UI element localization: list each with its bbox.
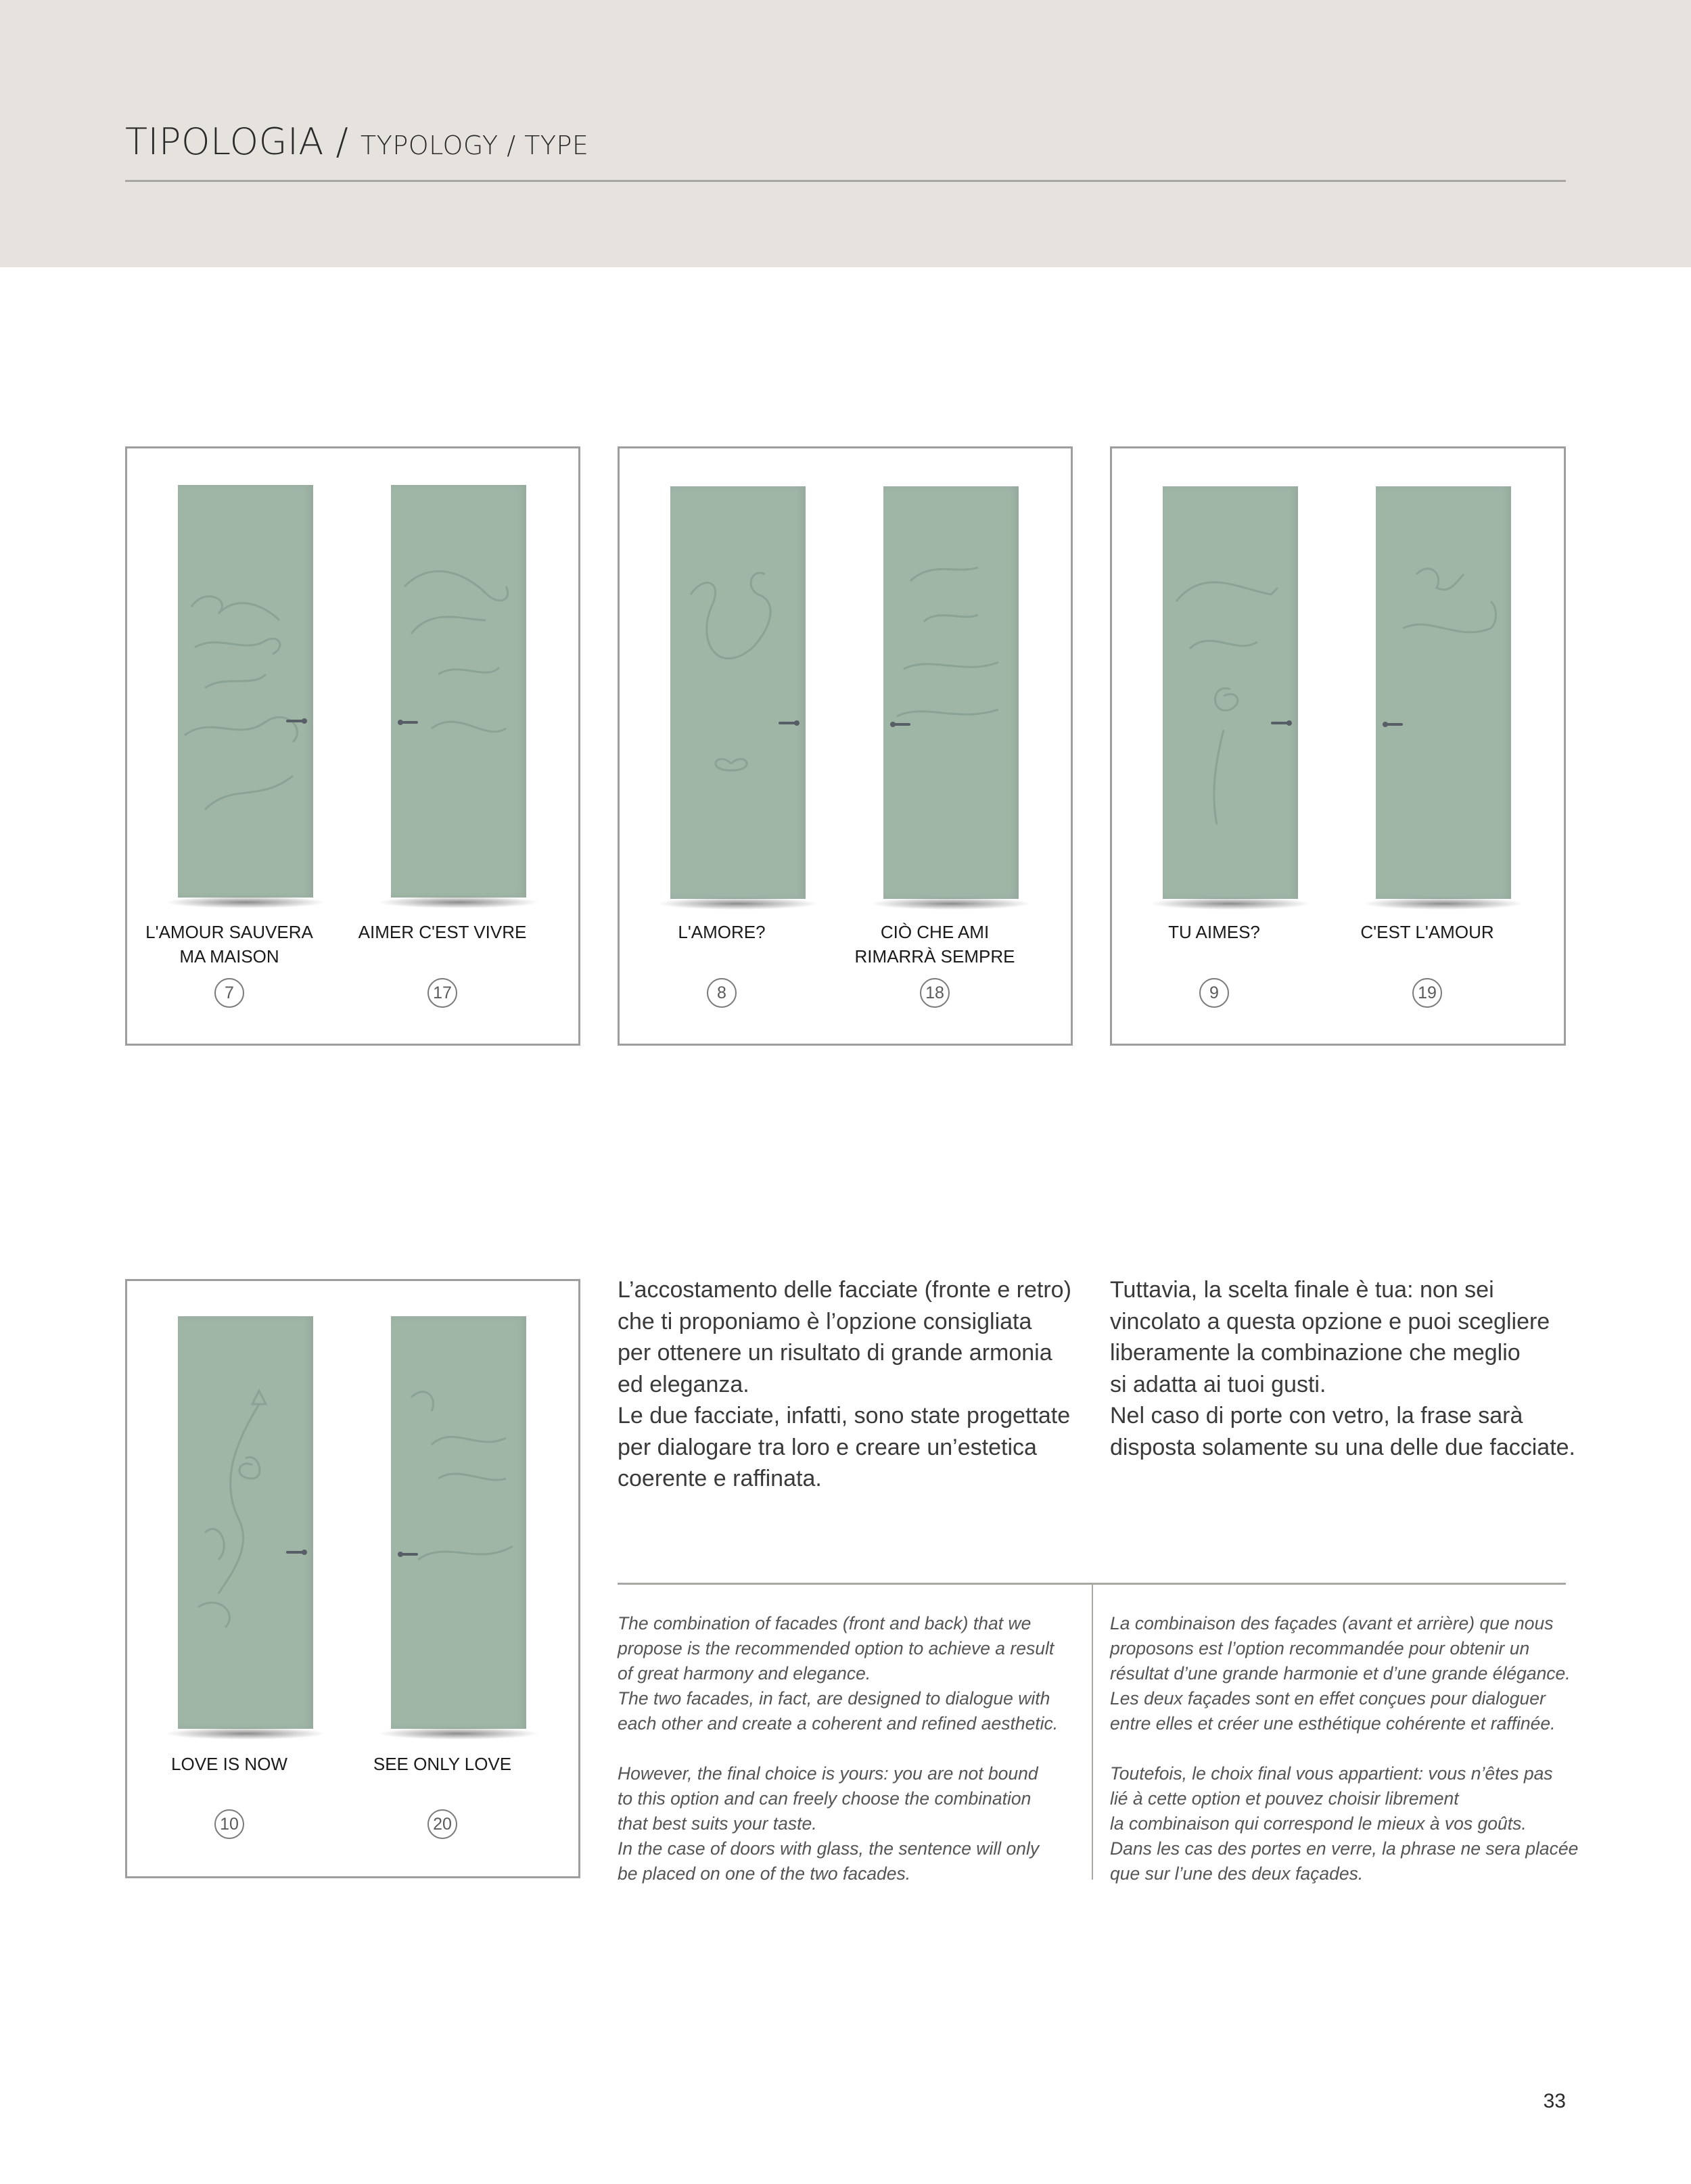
- door-label: CIÒ CHE AMI RIMARRÀ SEMPRE: [854, 922, 1015, 967]
- door-number-badge: 7: [214, 978, 244, 1008]
- door-label: L'AMOUR SAUVERA MA MAISON: [145, 922, 313, 967]
- door-number-badge: 17: [427, 978, 457, 1008]
- door-image: [391, 1316, 526, 1729]
- text-line: of great harmony and elegance.: [618, 1663, 871, 1683]
- text-line: lié à cette option et pouvez choisir librement: [1110, 1788, 1459, 1809]
- text-line: However, the final choice is yours: you are not bound: [618, 1763, 1038, 1784]
- door-label: AIMER C'EST VIVRE: [358, 922, 527, 942]
- door-label: SEE ONLY LOVE: [373, 1754, 512, 1774]
- text-line: entre elles et créer une esthétique cohérente et raffinée.: [1110, 1713, 1556, 1734]
- door-image: [670, 486, 806, 899]
- door-card-1: [125, 446, 580, 1046]
- italian-text-col-1: [618, 1274, 1071, 1495]
- text-line: per ottenere un risultato di grande armonia: [618, 1340, 1052, 1366]
- engraved-script-icon: [670, 486, 806, 899]
- door-number-badge: 18: [920, 978, 950, 1008]
- french-text: [1110, 1611, 1578, 1886]
- page-number: 33: [1543, 2090, 1566, 2112]
- engraved-script-icon: [883, 486, 1019, 899]
- title-rule: [125, 180, 1566, 182]
- door-image: [178, 485, 313, 898]
- text-line: ed eleganza.: [618, 1371, 749, 1397]
- text-line: Le due facciate, infatti, sono state progettate: [618, 1403, 1071, 1428]
- door-handle: [1385, 723, 1403, 726]
- door-shadow: [1149, 898, 1312, 910]
- door-image: [1163, 486, 1298, 899]
- door-shadow: [377, 1727, 540, 1740]
- text-line: coerente e raffinata.: [618, 1466, 822, 1491]
- door-shadow: [164, 1727, 327, 1740]
- door-shadow: [870, 898, 1032, 910]
- text-line: vincolato a questa opzione e puoi scegliere: [1110, 1308, 1550, 1334]
- text-line: résultat d’une grande harmonie et d’une grande élégance.: [1110, 1663, 1571, 1683]
- door-image: [1376, 486, 1511, 899]
- italian-text-col-2: [1110, 1274, 1575, 1463]
- engraved-script-icon: [391, 1316, 526, 1729]
- text-line: The combination of facades (front and back) that we: [618, 1613, 1032, 1633]
- door-number-badge: 8: [707, 978, 737, 1008]
- door-label: L'AMORE?: [678, 922, 766, 942]
- text-line: Tuttavia, la scelta finale è tua: non sei: [1110, 1277, 1494, 1303]
- english-text: [618, 1611, 1058, 1886]
- text-line: Nel caso di porte con vetro, la frase sarà: [1110, 1403, 1523, 1428]
- door-handle: [286, 720, 304, 722]
- door-shadow: [377, 896, 540, 908]
- door-handle: [893, 723, 910, 726]
- text-line: que sur l’une des deux façades.: [1110, 1863, 1364, 1884]
- engraved-script-icon: [1163, 486, 1298, 899]
- text-line: che ti proponiamo è l’opzione consigliata: [618, 1308, 1032, 1334]
- text-line: The two facades, in fact, are designed to dialogue with: [618, 1688, 1050, 1709]
- title-sub: TYPOLOGY / TYPE: [360, 131, 589, 160]
- door-shadow: [1362, 898, 1525, 910]
- door-shadow: [164, 896, 327, 908]
- page-title: [125, 120, 588, 163]
- door-number-badge: 19: [1412, 978, 1442, 1008]
- door-handle: [1271, 722, 1289, 724]
- door-number-badge: 9: [1199, 978, 1229, 1008]
- door-handle: [286, 1551, 304, 1554]
- door-shadow: [657, 898, 819, 910]
- text-line: to this option and can freely choose the combination: [618, 1788, 1032, 1809]
- text-line: Dans les cas des portes en verre, la phrase ne sera placée: [1110, 1838, 1579, 1859]
- door-handle: [779, 722, 796, 724]
- paragraph-gap: [1110, 1736, 1578, 1761]
- door-image: [883, 486, 1019, 899]
- text-line: La combinaison des façades (avant et arrière) que nous: [1110, 1613, 1554, 1633]
- text-line: Les deux façades sont en effet conçues pour dialoguer: [1110, 1688, 1546, 1709]
- text-line: proposons est l’option recommandée pour obtenir un: [1110, 1638, 1530, 1658]
- engraved-script-icon: [178, 485, 313, 898]
- title-main: TIPOLOGIA /: [125, 120, 349, 163]
- text-line: be placed on one of the two facades.: [618, 1863, 911, 1884]
- paragraph-gap: [618, 1736, 1058, 1761]
- door-image: [178, 1316, 313, 1729]
- text-line: la combinaison qui correspond le mieux à vos goûts.: [1110, 1813, 1527, 1834]
- text-line: each other and create a coherent and refined aesthetic.: [618, 1713, 1059, 1734]
- door-label: C'EST L'AMOUR: [1360, 922, 1494, 942]
- text-line: Toutefois, le choix final vous appartient: vous n’êtes pas: [1110, 1763, 1553, 1784]
- text-line: In the case of doors with glass, the sentence will only: [618, 1838, 1040, 1859]
- text-line: si adatta ai tuoi gusti.: [1110, 1371, 1326, 1397]
- text-line: liberamente la combinazione che meglio: [1110, 1340, 1521, 1366]
- door-card-2: [618, 446, 1073, 1046]
- engraved-script-icon: [178, 1316, 313, 1729]
- translation-divider: [1092, 1585, 1093, 1880]
- text-line: that best suits your taste.: [618, 1813, 817, 1834]
- door-number-badge: 10: [214, 1809, 244, 1839]
- engraved-script-icon: [1376, 486, 1511, 899]
- door-number-badge: 20: [427, 1809, 457, 1839]
- door-image: [391, 485, 526, 898]
- text-line: per dialogare tra loro e creare un’estetica: [618, 1434, 1037, 1460]
- text-line: disposta solamente su una delle due facciate.: [1110, 1434, 1576, 1460]
- door-label: LOVE IS NOW: [171, 1754, 287, 1774]
- text-line: L’accostamento delle facciate (fronte e retro): [618, 1277, 1071, 1303]
- door-handle: [400, 1553, 418, 1556]
- text-line: propose is the recommended option to achieve a result: [618, 1638, 1055, 1658]
- engraved-script-icon: [391, 485, 526, 898]
- door-handle: [400, 721, 418, 724]
- door-card-4: [125, 1279, 580, 1878]
- door-label: TU AIMES?: [1168, 922, 1260, 942]
- door-card-3: [1110, 446, 1566, 1046]
